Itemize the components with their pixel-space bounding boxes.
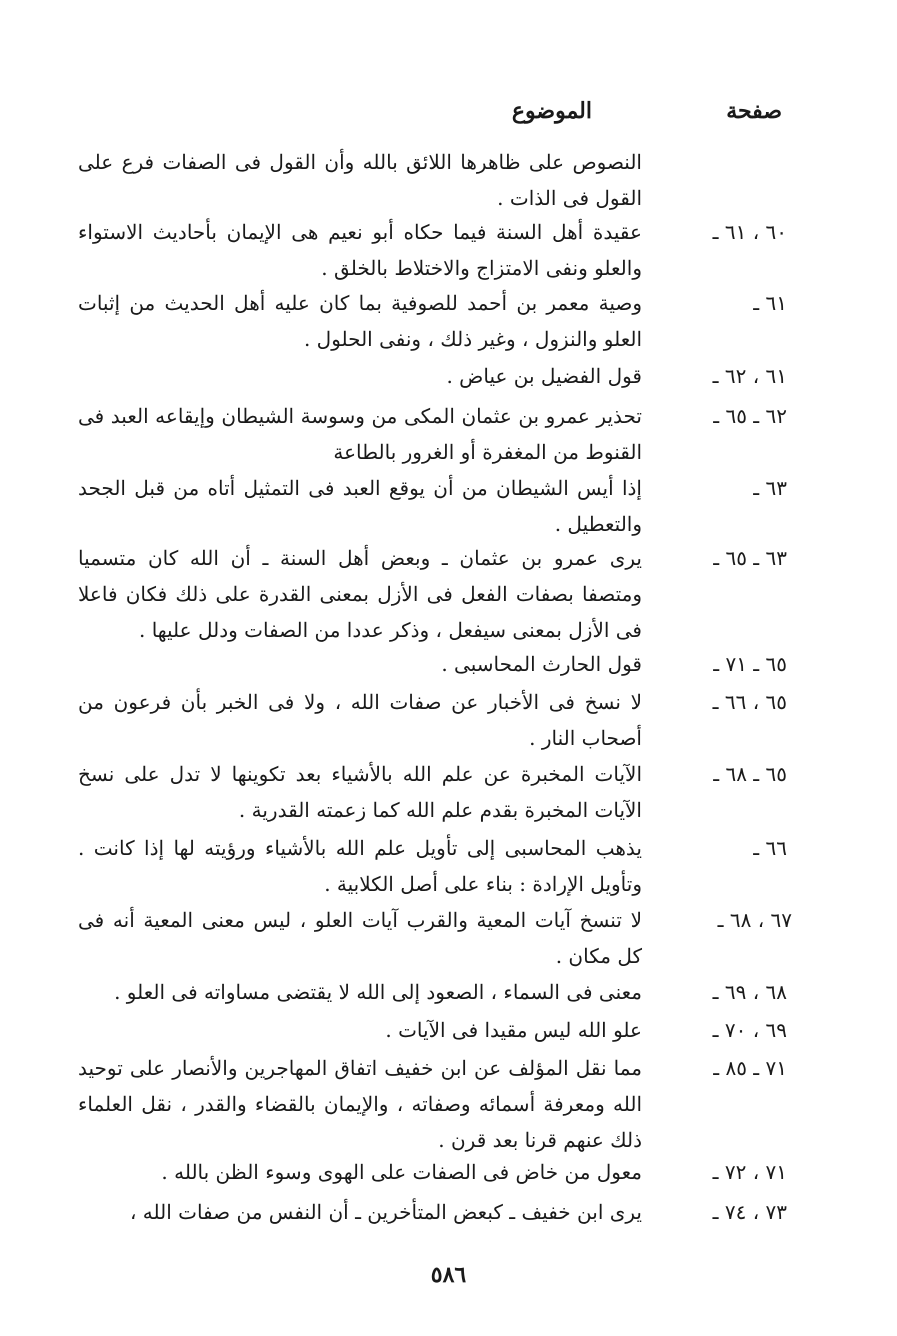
page-ref: ٦٨ ، ٦٩ ـ — [712, 980, 787, 1004]
entry-text: علو الله ليس مقيدا فى الآيات . — [385, 1018, 642, 1042]
index-entry — [70, 1050, 787, 1152]
index-entry — [70, 214, 787, 294]
index-entry — [70, 144, 787, 224]
entry-text: معول من خاض فى الصفات على الهوى وسوء الظن بالله . — [161, 1160, 642, 1184]
entry-text: مما نقل المؤلف عن ابن خفيف اتفاق المهاجرين والأنصار على توحيد الله ومعرفة أسمائه وصفاته ، والإيمان بالقضاء والقدر ، نقل العلماء ذلك عنهم قرنا بعد قرن . — [78, 1056, 642, 1152]
page-ref: ٦٢ ـ ٦٥ ـ — [713, 404, 787, 428]
index-entry — [70, 285, 787, 365]
entry-text: معنى فى السماء ، الصعود إلى الله لا يقتضى مساواته فى العلو . — [114, 980, 642, 1004]
entry-text: تحذير عمرو بن عثمان المكى من وسوسة الشيطان وإيقاعه العبد فى القنوط من المغفرة أو الغرور بالطاعة — [78, 404, 642, 464]
page-ref: ٦٠ ، ٦١ ـ — [712, 220, 787, 244]
index-entry — [70, 756, 787, 836]
entry-text: قول الفضيل بن عياض . — [446, 364, 642, 388]
page-ref: ٦٣ ـ — [753, 476, 787, 500]
entry-text: لا نسخ فى الأخبار عن صفات الله ، ولا فى الخبر بأن فرعون من أصحاب النار . — [78, 690, 642, 750]
entry-text: إذا أيس الشيطان من أن يوقع العبد فى التمثيل أتاه من قبل الجحد والتعطيل . — [78, 476, 642, 536]
column-header-page: صفحة — [726, 98, 782, 124]
page-ref: ٦١ ـ — [753, 291, 787, 315]
index-entry — [70, 398, 787, 478]
page-number: ٥٨٦ — [430, 1262, 467, 1288]
index-entry — [70, 684, 787, 764]
entry-text: يذهب المحاسبى إلى تأويل علم الله بالأشياء ورؤيته لها إذا كانت . وتأويل الإرادة : بناء على أصل الكلابية . — [78, 836, 642, 896]
entry-text: قول الحارث المحاسبى . — [441, 652, 642, 676]
page-ref: ٦٣ ـ ٦٥ ـ — [713, 546, 787, 570]
index-entry — [70, 470, 787, 550]
entry-text: عقيدة أهل السنة فيما حكاه أبو نعيم هى الإيمان بأحاديث الاستواء والعلو ونفى الامتزاج والاختلاط بالخلق . — [78, 220, 642, 280]
page-ref: ٦٦ ـ — [753, 836, 787, 860]
entry-text: النصوص على ظاهرها اللائق بالله وأن القول فى الصفات فرع على القول فى الذات . — [78, 150, 642, 210]
page-ref: ٦١ ، ٦٢ ـ — [712, 364, 787, 388]
entry-text: يرى عمرو بن عثمان ـ وبعض أهل السنة ـ أن الله كان متسميا ومتصفا بصفات الفعل فى الأزل بمعنى القدرة على ذلك فكان فاعلا فى الأزل بمعنى سيفعل ، وذكر عددا من الصفات ودلل عليها . — [78, 546, 642, 642]
page-ref: ٧١ ـ ٨٥ ـ — [713, 1056, 787, 1080]
page-ref: ٦٥ ـ ٦٨ ـ — [713, 762, 787, 786]
column-header-topic: الموضوع — [511, 98, 592, 124]
page-ref: ٧٣ ، ٧٤ ـ — [712, 1200, 787, 1224]
page-ref: ٦٥ ـ ٧١ ـ — [713, 652, 787, 676]
entry-text: لا تنسخ آيات المعية والقرب آيات العلو ، ليس معنى المعية أنه فى كل مكان . — [78, 908, 642, 968]
entry-text: الآيات المخبرة عن علم الله بالأشياء بعد تكوينها لا تدل على نسخ الآيات المخبرة بقدم علم الله كما زعمته القدرية . — [78, 762, 642, 822]
index-entry — [70, 830, 787, 910]
page-ref: ٦٧ ، ٦٨ ـ — [717, 908, 792, 932]
entry-text: وصية معمر بن أحمد للصوفية بما كان عليه أهل الحديث من إثبات العلو والنزول ، وغير ذلك ، ونفى الحلول . — [78, 291, 642, 351]
entry-text: يرى ابن خفيف ـ كبعض المتأخرين ـ أن النفس من صفات الله ، — [129, 1200, 642, 1224]
page-ref: ٦٥ ، ٦٦ ـ — [712, 690, 787, 714]
page-ref: ٦٩ ، ٧٠ ـ — [712, 1018, 787, 1042]
index-entry — [70, 540, 787, 642]
page-ref: ٧١ ، ٧٢ ـ — [712, 1160, 787, 1184]
index-entry — [70, 902, 792, 982]
